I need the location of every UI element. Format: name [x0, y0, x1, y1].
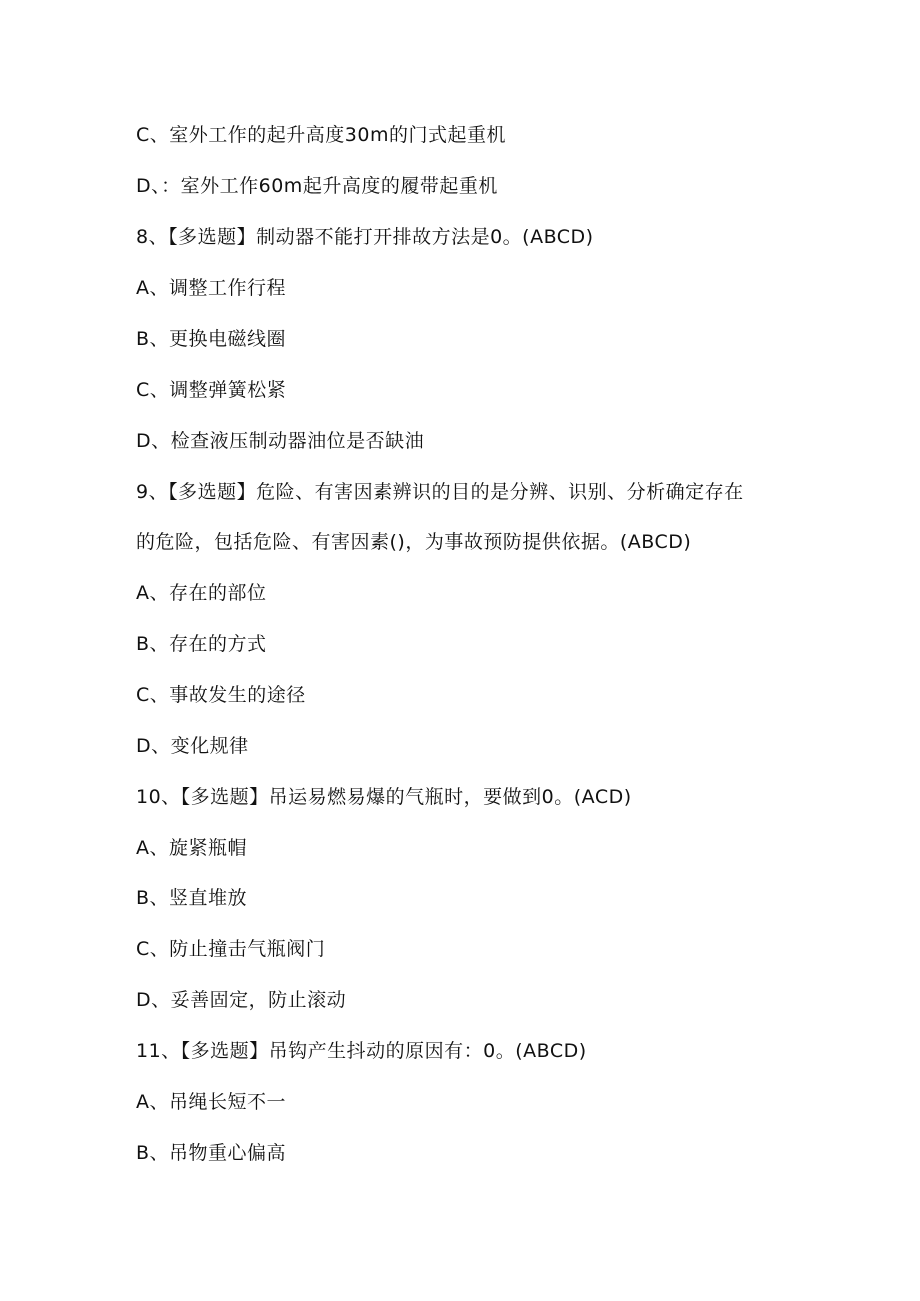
question-8: 8、【多选题】制动器不能打开排故方法是0。(ABCD)	[136, 226, 594, 248]
option-9a: A、存在的部位	[136, 582, 267, 604]
option-9c: C、事故发生的途径	[136, 684, 306, 706]
option-10c: C、防止撞击气瓶阀门	[136, 938, 326, 960]
option-8c: C、调整弹簧松紧	[136, 379, 287, 401]
option-8b: B、更换电磁线圈	[136, 328, 287, 350]
option-10b: B、竖直堆放	[136, 887, 248, 909]
question-10: 10、【多选题】吊运易燃易爆的气瓶时，要做到0。(ACD)	[136, 786, 632, 808]
option-10d: D、妥善固定，防止滚动	[136, 989, 347, 1011]
option-7d: D、：室外工作60m起升高度的履带起重机	[136, 175, 498, 197]
option-10a: A、旋紧瓶帽	[136, 837, 247, 859]
option-11a: A、吊绳长短不一	[136, 1091, 286, 1113]
option-11b: B、吊物重心偏高	[136, 1142, 287, 1164]
option-8d: D、检查液压制动器油位是否缺油	[136, 430, 425, 452]
question-9-line-2: 的危险，包括危险、有害因素()，为事故预防提供依据。(ABCD)	[136, 531, 692, 553]
option-7c: C、室外工作的起升高度30m的门式起重机	[136, 124, 506, 146]
question-11: 11、【多选题】吊钩产生抖动的原因有：0。(ABCD)	[136, 1040, 587, 1062]
question-9-line-1: 9、【多选题】危险、有害因素辨识的目的是分辨、识别、分析确定存在	[136, 481, 744, 503]
option-8a: A、调整工作行程	[136, 277, 286, 299]
option-9d: D、变化规律	[136, 735, 249, 757]
option-9b: B、存在的方式	[136, 633, 267, 655]
